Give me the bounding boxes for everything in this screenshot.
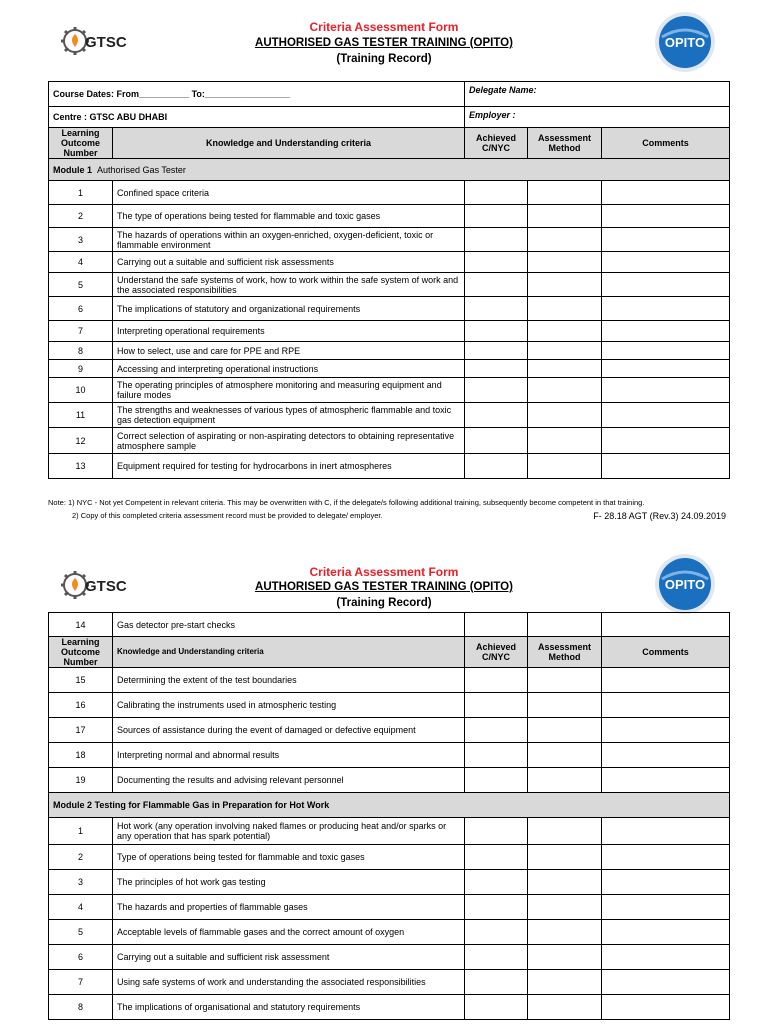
method-cell[interactable]	[528, 870, 602, 895]
note-1: Note: 1) NYC - Not yet Competent in relevant criteria. This may be overwritten with C, if the delegate/s following additional training, subsequently become competent in that training.	[48, 498, 645, 507]
method-cell[interactable]	[528, 378, 602, 403]
record-label: (Training Record)	[336, 53, 432, 65]
achieved-cell[interactable]	[465, 252, 528, 273]
method-cell[interactable]	[528, 360, 602, 378]
comments-cell[interactable]	[602, 718, 730, 743]
achieved-cell[interactable]	[465, 818, 528, 845]
table-row	[49, 273, 730, 297]
outcome-number: 6	[49, 297, 113, 321]
table-row	[49, 668, 730, 693]
criteria-text: Sources of assistance during the event of damaged or defective equipment	[113, 718, 465, 743]
gtsc-logo-text: GTSC	[85, 34, 127, 51]
criteria-text: Acceptable levels of flammable gases and the correct amount of oxygen	[113, 920, 465, 945]
col-outcome-number: Learning Outcome Number	[49, 637, 113, 668]
criteria-text: The implications of organisational and statutory requirements	[113, 995, 465, 1020]
col-comments: Comments	[602, 128, 730, 159]
table-row	[49, 454, 730, 479]
achieved-cell[interactable]	[465, 613, 528, 637]
col-method: Assessment Method	[528, 637, 602, 668]
achieved-cell[interactable]	[465, 428, 528, 454]
criteria-text: Gas detector pre-start checks	[113, 613, 465, 637]
comments-cell[interactable]	[602, 845, 730, 870]
comments-cell[interactable]	[602, 870, 730, 895]
table-row	[49, 205, 730, 228]
criteria-text: Equipment required for testing for hydrocarbons in inert atmospheres	[113, 454, 465, 479]
method-cell[interactable]	[528, 273, 602, 297]
table-row	[49, 342, 730, 360]
comments-cell[interactable]	[602, 378, 730, 403]
method-cell[interactable]	[528, 454, 602, 479]
outcome-number: 7	[49, 321, 113, 342]
table-row	[49, 743, 730, 768]
criteria-table-1	[48, 81, 730, 479]
course-title: AUTHORISED GAS TESTER TRAINING (OPITO)	[255, 37, 513, 49]
comments-cell[interactable]	[602, 321, 730, 342]
table-row	[49, 428, 730, 454]
comments-cell[interactable]	[602, 428, 730, 454]
opito-logo-text: OPITO	[664, 35, 706, 50]
table-row	[49, 945, 730, 970]
table-row	[49, 613, 730, 637]
achieved-cell[interactable]	[465, 360, 528, 378]
achieved-cell[interactable]	[465, 273, 528, 297]
comments-cell[interactable]	[602, 454, 730, 479]
achieved-cell[interactable]	[465, 945, 528, 970]
note-2: 2) Copy of this completed criteria assessment record must be provided to delegate/ employer.	[72, 511, 383, 520]
method-cell[interactable]	[528, 995, 602, 1020]
criteria-text: The strengths and weaknesses of various types of atmospheric flammable and toxic gas detection equipment	[113, 403, 465, 428]
course-title: AUTHORISED GAS TESTER TRAINING (OPITO)	[255, 581, 513, 593]
outcome-number: 9	[49, 360, 113, 378]
method-cell[interactable]	[528, 403, 602, 428]
achieved-cell[interactable]	[465, 228, 528, 252]
outcome-number: 3	[49, 228, 113, 252]
outcome-number: 13	[49, 454, 113, 479]
table-row	[49, 228, 730, 252]
table-row	[49, 920, 730, 945]
employer-field[interactable]: Employer :	[465, 107, 730, 128]
opito-logo	[654, 11, 716, 73]
method-cell[interactable]	[528, 613, 602, 637]
comments-cell[interactable]	[602, 693, 730, 718]
table-row	[49, 718, 730, 743]
criteria-text: The hazards and properties of flammable gases	[113, 895, 465, 920]
criteria-text: The operating principles of atmosphere monitoring and measuring equipment and failure modes	[113, 378, 465, 403]
outcome-number: 10	[49, 378, 113, 403]
criteria-text: Correct selection of aspirating or non-aspirating detectors to obtaining representative atmosphere sample	[113, 428, 465, 454]
criteria-text: The type of operations being tested for flammable and toxic gases	[113, 205, 465, 228]
outcome-number: 2	[49, 205, 113, 228]
table-row	[49, 970, 730, 995]
table-row	[49, 870, 730, 895]
course-dates-field[interactable]: Course Dates: From__________ To:_________________	[49, 82, 465, 107]
criteria-text: The implications of statutory and organizational requirements	[113, 297, 465, 321]
achieved-cell[interactable]	[465, 768, 528, 793]
achieved-cell[interactable]	[465, 693, 528, 718]
outcome-number: 11	[49, 403, 113, 428]
table-row	[49, 818, 730, 845]
comments-cell[interactable]	[602, 613, 730, 637]
table-row	[49, 403, 730, 428]
achieved-cell[interactable]	[465, 378, 528, 403]
outcome-number: 14	[49, 613, 113, 637]
achieved-cell[interactable]	[465, 743, 528, 768]
module-2-row	[49, 793, 730, 818]
outcome-number: 4	[49, 252, 113, 273]
achieved-cell[interactable]	[465, 920, 528, 945]
form-title: Criteria Assessment Form	[309, 20, 459, 34]
method-cell[interactable]	[528, 693, 602, 718]
method-cell[interactable]	[528, 818, 602, 845]
criteria-text: Documenting the results and advising relevant personnel	[113, 768, 465, 793]
module-2-label: Module 2 Testing for Flammable Gas in Preparation for Hot Work	[49, 793, 730, 818]
achieved-cell[interactable]	[465, 403, 528, 428]
method-cell[interactable]	[528, 945, 602, 970]
criteria-text: Interpreting operational requirements	[113, 321, 465, 342]
table-row	[49, 378, 730, 403]
form-reference: F- 28.18 AGT (Rev.3) 24.09.2019	[593, 511, 726, 521]
table-row	[49, 252, 730, 273]
method-cell[interactable]	[528, 228, 602, 252]
criteria-text: The hazards of operations within an oxygen-enriched, oxygen-deficient, toxic or flammable environment	[113, 228, 465, 252]
comments-cell[interactable]	[602, 945, 730, 970]
comments-cell[interactable]	[602, 895, 730, 920]
method-cell[interactable]	[528, 743, 602, 768]
col-method: Assessment Method	[528, 128, 602, 159]
outcome-number: 17	[49, 718, 113, 743]
table-row	[49, 360, 730, 378]
comments-cell[interactable]	[602, 342, 730, 360]
form-title: Criteria Assessment Form	[309, 565, 459, 579]
col-criteria: Knowledge and Understanding criteria	[113, 637, 465, 668]
method-cell[interactable]	[528, 895, 602, 920]
method-cell[interactable]	[528, 181, 602, 205]
comments-cell[interactable]	[602, 273, 730, 297]
method-cell[interactable]	[528, 252, 602, 273]
criteria-text: Determining the extent of the test boundaries	[113, 668, 465, 693]
method-cell[interactable]	[528, 205, 602, 228]
opito-logo	[654, 553, 716, 615]
centre-field: Centre : GTSC ABU DHABI	[49, 107, 465, 128]
comments-cell[interactable]	[602, 360, 730, 378]
outcome-number: 5	[49, 273, 113, 297]
achieved-cell[interactable]	[465, 870, 528, 895]
achieved-cell[interactable]	[465, 454, 528, 479]
table-row	[49, 768, 730, 793]
outcome-number: 3	[49, 870, 113, 895]
criteria-text: Carrying out a suitable and sufficient risk assessments	[113, 252, 465, 273]
comments-cell[interactable]	[602, 818, 730, 845]
criteria-table-2	[48, 612, 730, 1020]
method-cell[interactable]	[528, 297, 602, 321]
criteria-text: Interpreting normal and abnormal results	[113, 743, 465, 768]
criteria-text: How to select, use and care for PPE and RPE	[113, 342, 465, 360]
achieved-cell[interactable]	[465, 995, 528, 1020]
comments-cell[interactable]	[602, 181, 730, 205]
module-1-row	[49, 159, 730, 181]
method-cell[interactable]	[528, 342, 602, 360]
delegate-name-field[interactable]: Delegate Name:	[465, 82, 730, 107]
outcome-number: 5	[49, 920, 113, 945]
table-row	[49, 995, 730, 1020]
achieved-cell[interactable]	[465, 895, 528, 920]
comments-cell[interactable]	[602, 920, 730, 945]
achieved-cell[interactable]	[465, 970, 528, 995]
criteria-text: Type of operations being tested for flammable and toxic gases	[113, 845, 465, 870]
comments-cell[interactable]	[602, 228, 730, 252]
method-cell[interactable]	[528, 668, 602, 693]
outcome-number: 7	[49, 970, 113, 995]
opito-logo-text: OPITO	[664, 577, 706, 592]
outcome-number: 8	[49, 342, 113, 360]
achieved-cell[interactable]	[465, 321, 528, 342]
comments-cell[interactable]	[602, 743, 730, 768]
achieved-cell[interactable]	[465, 342, 528, 360]
module-1-description: Authorised Gas Tester	[97, 164, 186, 175]
page-header	[0, 0, 768, 70]
comments-cell[interactable]	[602, 768, 730, 793]
achieved-cell[interactable]	[465, 297, 528, 321]
method-cell[interactable]	[528, 970, 602, 995]
col-outcome-number: Learning Outcome Number	[49, 128, 113, 159]
outcome-number: 12	[49, 428, 113, 454]
col-achieved: Achieved C/NYC	[465, 637, 528, 668]
method-cell[interactable]	[528, 718, 602, 743]
outcome-number: 4	[49, 895, 113, 920]
table-row	[49, 895, 730, 920]
method-cell[interactable]	[528, 428, 602, 454]
comments-cell[interactable]	[602, 970, 730, 995]
outcome-number: 1	[49, 181, 113, 205]
achieved-cell[interactable]	[465, 205, 528, 228]
comments-cell[interactable]	[602, 995, 730, 1020]
criteria-text: The principles of hot work gas testing	[113, 870, 465, 895]
table-row	[49, 181, 730, 205]
comments-cell[interactable]	[602, 252, 730, 273]
criteria-text: Accessing and interpreting operational instructions	[113, 360, 465, 378]
outcome-number: 6	[49, 945, 113, 970]
outcome-number: 2	[49, 845, 113, 870]
outcome-number: 18	[49, 743, 113, 768]
comments-cell[interactable]	[602, 205, 730, 228]
achieved-cell[interactable]	[465, 181, 528, 205]
col-achieved: Achieved C/NYC	[465, 128, 528, 159]
gtsc-logo-text: GTSC	[85, 578, 127, 595]
comments-cell[interactable]	[602, 297, 730, 321]
criteria-text: Understand the safe systems of work, how to work within the safe system of work and the associated responsibilities	[113, 273, 465, 297]
outcome-number: 19	[49, 768, 113, 793]
outcome-number: 15	[49, 668, 113, 693]
form-page-2	[0, 550, 768, 1024]
criteria-text: Calibrating the instruments used in atmospheric testing	[113, 693, 465, 718]
criteria-text: Confined space criteria	[113, 181, 465, 205]
page-header-2	[0, 550, 768, 620]
achieved-cell[interactable]	[465, 845, 528, 870]
table-row	[49, 693, 730, 718]
achieved-cell[interactable]	[465, 718, 528, 743]
record-label: (Training Record)	[336, 597, 432, 609]
table-row	[49, 845, 730, 870]
col-criteria: Knowledge and Understanding criteria	[113, 128, 465, 159]
method-cell[interactable]	[528, 321, 602, 342]
comments-cell[interactable]	[602, 668, 730, 693]
criteria-text: Using safe systems of work and understanding the associated responsibilities	[113, 970, 465, 995]
criteria-text: Carrying out a suitable and sufficient risk assessment	[113, 945, 465, 970]
col-comments: Comments	[602, 637, 730, 668]
table-row	[49, 321, 730, 342]
table-row	[49, 297, 730, 321]
achieved-cell[interactable]	[465, 668, 528, 693]
outcome-number: 1	[49, 818, 113, 845]
method-cell[interactable]	[528, 920, 602, 945]
criteria-text: Hot work (any operation involving naked flames or producing heat and/or sparks or any operation that has spark potential)	[113, 818, 465, 845]
module-1-label: Module 1	[53, 164, 93, 175]
method-cell[interactable]	[528, 768, 602, 793]
method-cell[interactable]	[528, 845, 602, 870]
comments-cell[interactable]	[602, 403, 730, 428]
outcome-number: 8	[49, 995, 113, 1020]
outcome-number: 16	[49, 693, 113, 718]
